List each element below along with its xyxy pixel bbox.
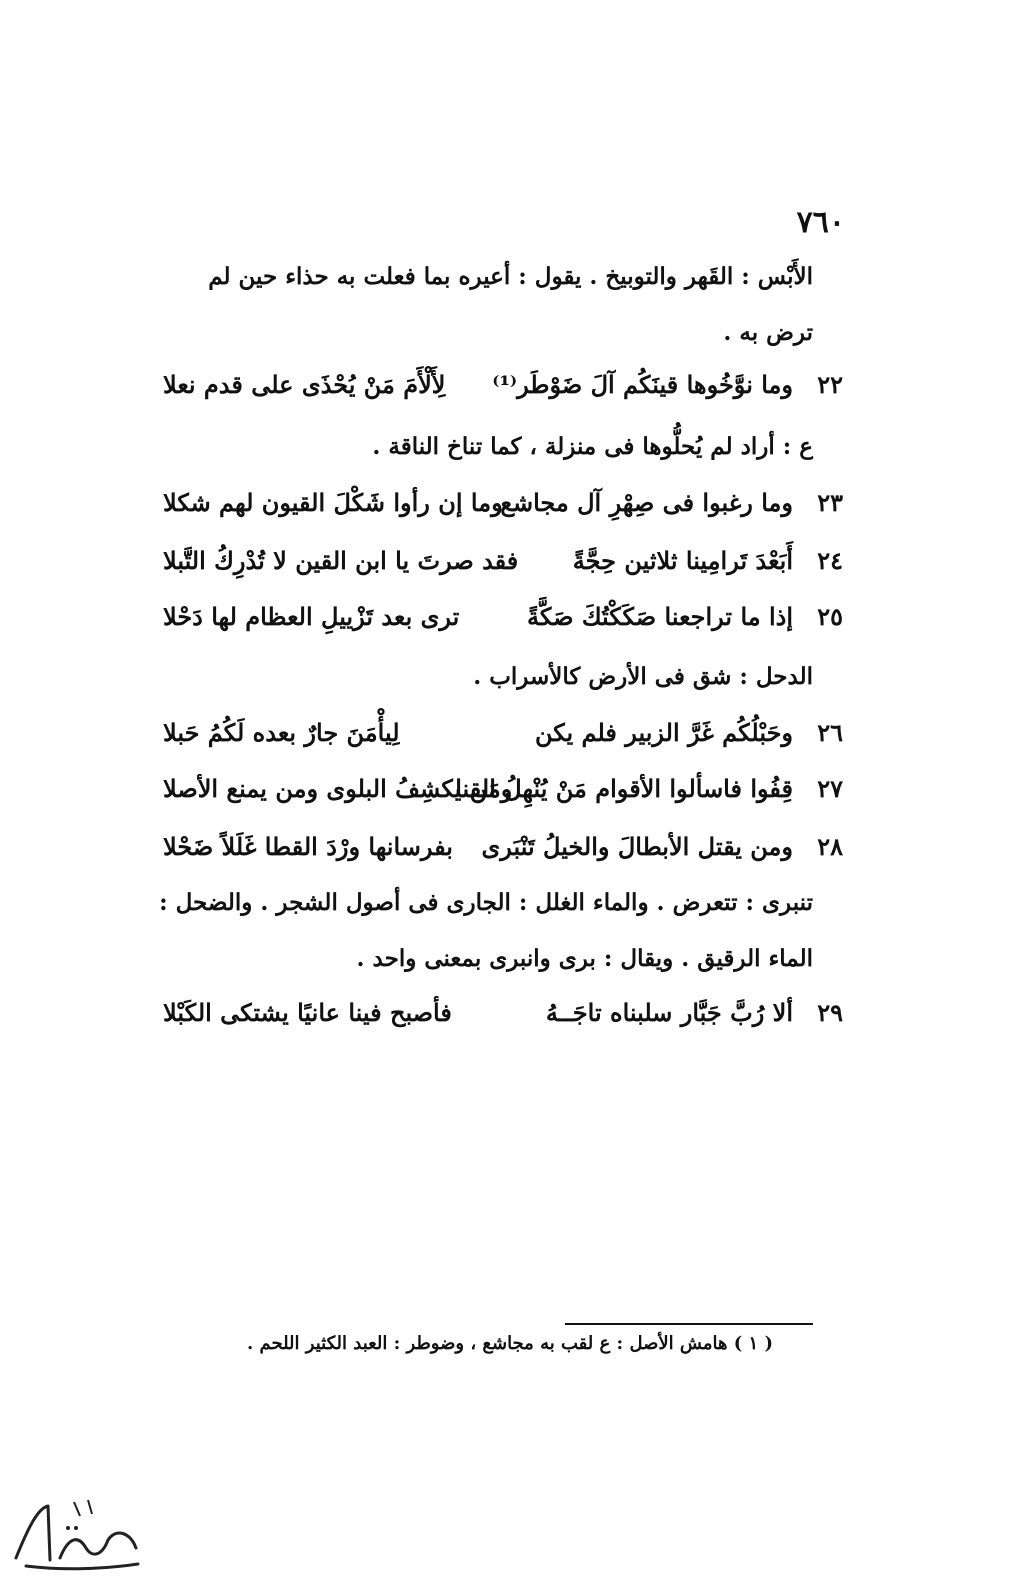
verse-number: ٢٨ bbox=[817, 832, 843, 861]
library-stamp-logo bbox=[8, 1488, 148, 1578]
verse-row bbox=[163, 370, 843, 410]
verse-row bbox=[163, 546, 843, 586]
verse-first-hemistich: إذا ما تراجعنا صَكَكْتُكَ صَكَّةً bbox=[526, 602, 793, 631]
commentary-line: تنبرى : تتعرض . والماء الغلل : الجارى فى أصول الشجر . والضحل : bbox=[159, 889, 813, 916]
verse-first-hemistich: وما رغبوا فى صِهْرِ آل مجاشع bbox=[500, 488, 793, 517]
verse-second-hemistich: ومَن يكشِفُ البلوى ومن يمنع الأصلا bbox=[163, 774, 513, 803]
verse-second-hemistich: فقد صرتَ يا ابن القين لا تُدْرِكُ التَّبلا bbox=[163, 546, 519, 575]
verse-number: ٢٥ bbox=[817, 602, 843, 631]
footnote-divider bbox=[565, 1323, 813, 1325]
verse-second-hemistich: بفرسانها ورْدَ القطا غَلَلاً ضَحْلا bbox=[163, 832, 453, 861]
verse-row bbox=[163, 718, 843, 758]
verse-second-hemistich: وما إن رأوا شَكْلَ القيون لهم شكلا bbox=[163, 488, 503, 517]
verse-second-hemistich: فأصبح فينا عانيًا يشتكى الكَبْلا bbox=[163, 998, 452, 1027]
verse-number: ٢٢ bbox=[817, 370, 843, 399]
verse-first-hemistich: وحَبْلُكُم غَرَّ الزبير فلم يكن bbox=[534, 718, 793, 747]
verse-number: ٢٤ bbox=[817, 546, 843, 575]
verse-second-hemistich: لِأَلْأَمَ مَنْ يُحْذَى على قدم نعلا bbox=[163, 370, 446, 399]
verse-number: ٢٧ bbox=[817, 774, 843, 803]
verse-first-hemistich: وما نوَّخُوها قينَكُم آلَ ضَوْطَر⁽¹⁾ bbox=[492, 370, 793, 399]
verse-first-hemistich: ومن يقتل الأبطالَ والخيلُ تَنْبَرى bbox=[481, 832, 793, 861]
commentary-line: ع : أراد لم يُحلُّوها فى منزلة ، كما تناخ الناقة . bbox=[372, 433, 813, 460]
footnote: ( ١ ) هامش الأصل : ع لقب به مجاشع ، وضوطر : العبد الكثير اللحم . bbox=[246, 1333, 773, 1354]
commentary-line: ترض به . bbox=[723, 319, 813, 346]
verse-row bbox=[163, 832, 843, 872]
verse-row bbox=[163, 998, 843, 1038]
commentary-line: الماء الرقيق . ويقال : برى وانبرى بمعنى واحد . bbox=[356, 945, 813, 972]
verse-first-hemistich: قِفُوا فاسألوا الأقوام مَنْ يُنْهِلُ القنا bbox=[455, 774, 793, 803]
verse-first-hemistich: ألا رُبَّ جَبَّار سلبناه تاجَــهُ bbox=[545, 998, 793, 1027]
verse-first-hemistich: أَبَعْدَ تَرامِينا ثلاثين حِجَّةً bbox=[572, 546, 793, 575]
commentary-line: الدحل : شق فى الأرض كالأسراب . bbox=[473, 663, 813, 690]
verse-row bbox=[163, 602, 843, 642]
verse-number: ٢٩ bbox=[817, 998, 843, 1027]
verse-second-hemistich: ترى بعد تَزْييلِ العظام لها دَحْلا bbox=[163, 602, 460, 631]
verse-row bbox=[163, 774, 843, 814]
verse-number: ٢٦ bbox=[817, 718, 843, 747]
verse-second-hemistich: لِيأْمَنَ جارٌ بعده لَكُمُ حَبلا bbox=[163, 718, 400, 747]
commentary-line: الأَبْس : القَهر والتوبيخ . يقول : أعيره بما فعلت به حذاء حين لم bbox=[208, 263, 813, 290]
verse-row bbox=[163, 488, 843, 528]
verse-number: ٢٣ bbox=[817, 488, 843, 517]
page-number: ٧٦٠ bbox=[796, 205, 845, 240]
